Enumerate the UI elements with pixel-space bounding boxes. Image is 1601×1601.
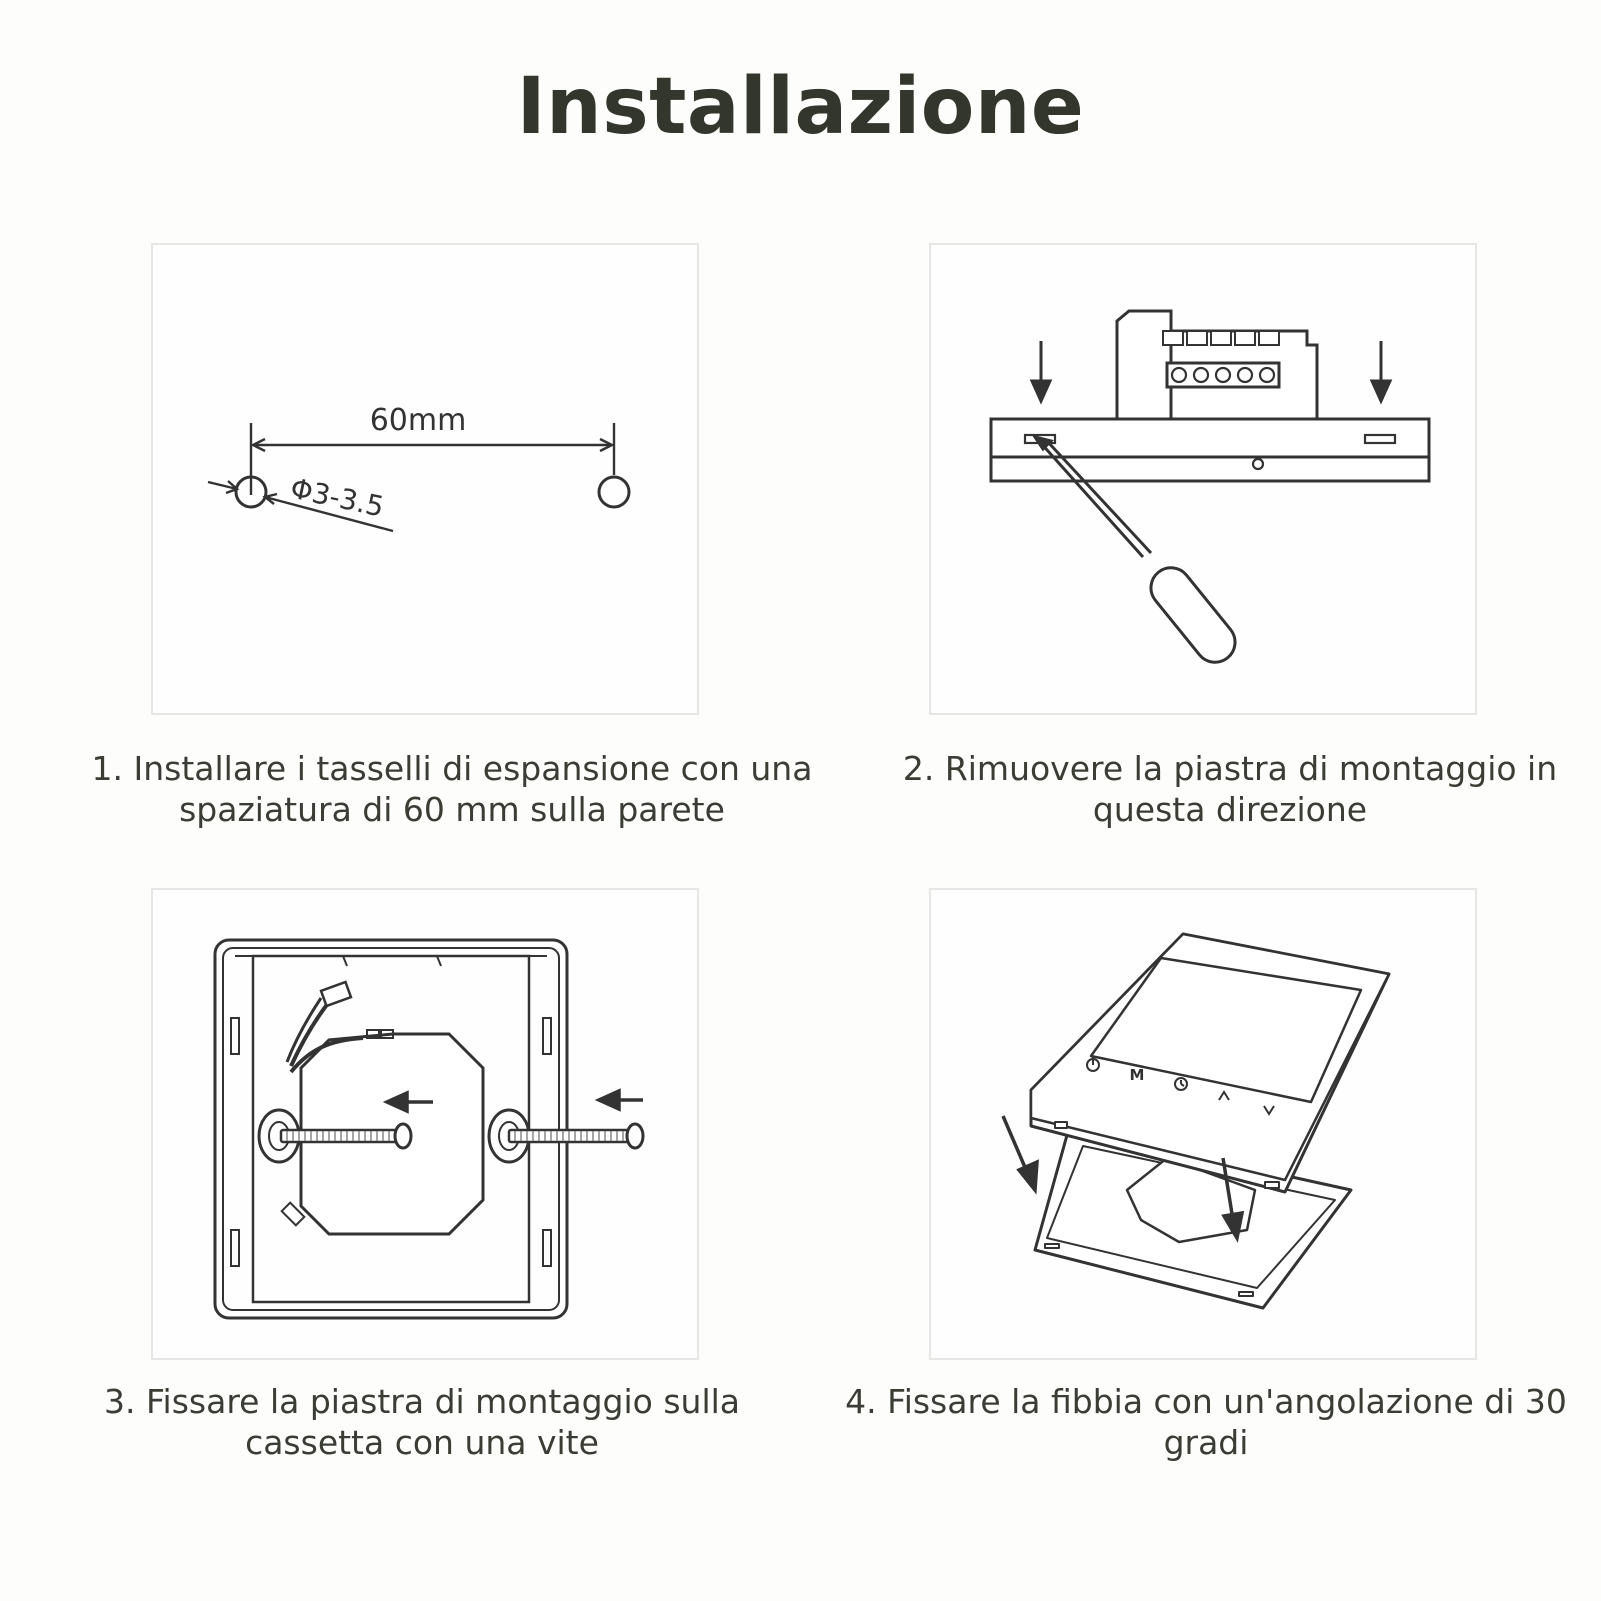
clip-angle-drawing [931, 890, 1479, 1362]
step-3-diagram [151, 888, 699, 1360]
screw-mounting-drawing [153, 890, 701, 1362]
step-2-diagram [929, 243, 1477, 715]
drill-holes-drawing [153, 245, 701, 717]
plate-removal-drawing [931, 245, 1479, 717]
step-4-diagram [929, 888, 1477, 1360]
page-title: Installazione [516, 62, 1085, 152]
m-button-label: M [1129, 1066, 1145, 1084]
step-2-caption: 2. Rimuovere la piastra di montaggio in questa direzione [902, 749, 1558, 829]
step-1-caption: 1. Installare i tasselli di espansione con una spaziatura di 60 mm sulla parete [91, 749, 813, 829]
step-4-caption: 4. Fissare la fibbia con un'angolazione di 30 gradi [845, 1382, 1567, 1462]
distance-label: 60mm [369, 403, 467, 438]
step-1-diagram [151, 243, 699, 715]
step-3-caption: 3. Fissare la piastra di montaggio sulla cassetta con una vite [103, 1382, 741, 1462]
diameter-label: Φ3-3.5 [287, 471, 387, 524]
